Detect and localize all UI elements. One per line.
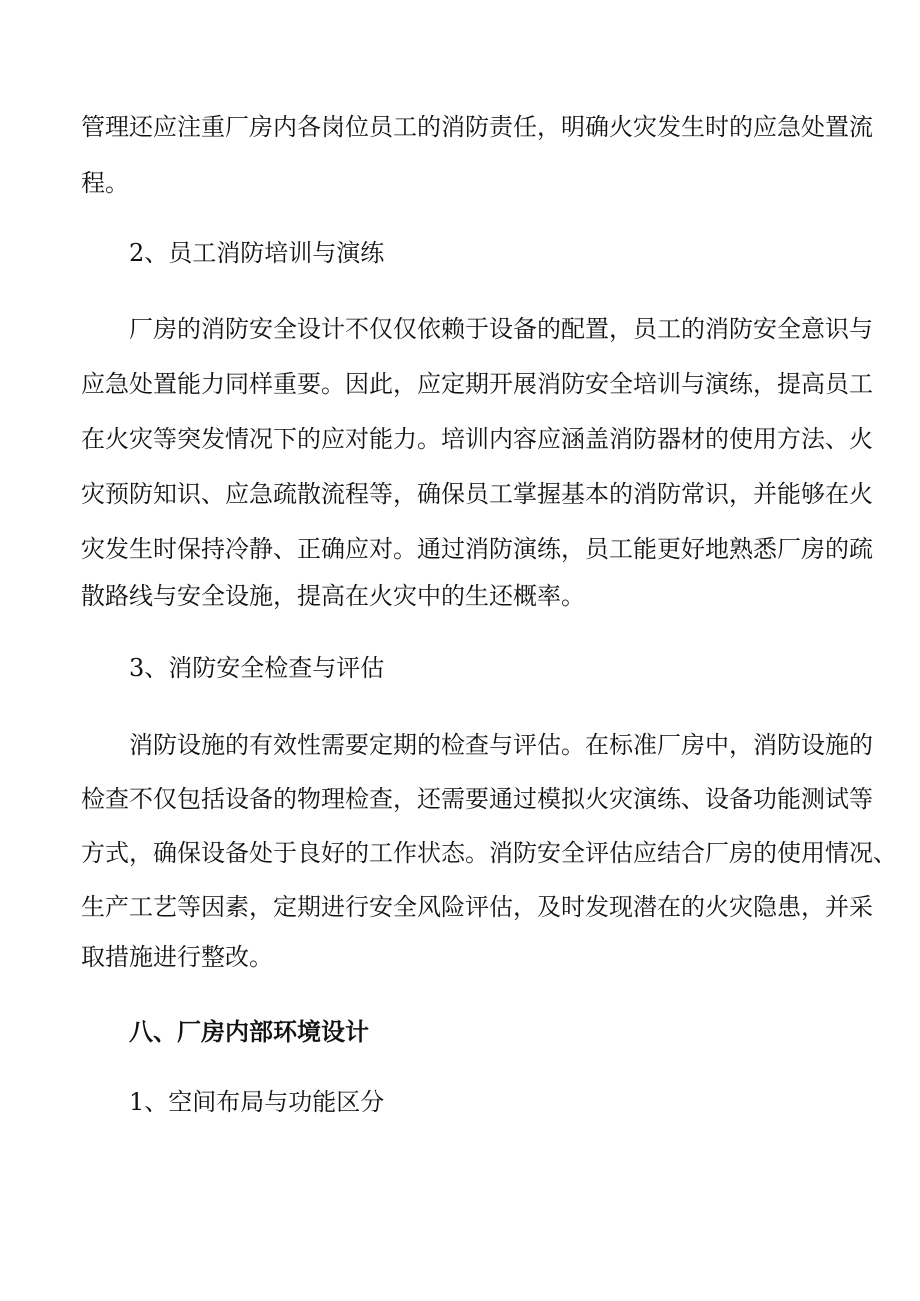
heading-space-layout: 1、空间布局与功能区分 — [129, 1088, 385, 1116]
paragraph-inspection-line-1: 消防设施的有效性需要定期的检查与评估。在标准厂房中，消防设施的 — [129, 731, 873, 759]
paragraph-training-line-3: 在火灾等突发情况下的应对能力。培训内容应涵盖消防器材的使用方法、火 — [81, 425, 873, 453]
paragraph-inspection-line-5: 取措施进行整改。 — [81, 943, 273, 971]
paragraph-intro-line-2: 程。 — [81, 169, 129, 197]
paragraph-training-line-5: 灾发生时保持冷静、正确应对。通过消防演练，员工能更好地熟悉厂房的疏 — [81, 535, 873, 563]
paragraph-training-line-2: 应急处置能力同样重要。因此，应定期开展消防安全培训与演练，提高员工 — [81, 370, 873, 398]
heading-employee-training: 2、员工消防培训与演练 — [129, 239, 385, 267]
paragraph-inspection-line-2: 检查不仅包括设备的物理检查，还需要通过模拟火灾演练、设备功能测试等 — [81, 785, 873, 813]
paragraph-training-line-4: 灾预防知识、应急疏散流程等，确保员工掌握基本的消防常识，并能够在火 — [81, 480, 873, 508]
paragraph-training-line-6: 散路线与安全设施，提高在火灾中的生还概率。 — [81, 582, 585, 610]
paragraph-training-line-1: 厂房的消防安全设计不仅仅依赖于设备的配置，员工的消防安全意识与 — [129, 315, 873, 343]
heading-fire-inspection: 3、消防安全检查与评估 — [129, 654, 385, 682]
paragraph-intro-line-1: 管理还应注重厂房内各岗位员工的消防责任，明确火灾发生时的应急处置流 — [81, 113, 873, 141]
section-title-interior-design: 八、厂房内部环境设计 — [129, 1017, 369, 1046]
paragraph-inspection-line-3: 方式，确保设备处于良好的工作状态。消防安全评估应结合厂房的使用情况、 — [81, 839, 897, 867]
paragraph-inspection-line-4: 生产工艺等因素，定期进行安全风险评估，及时发现潜在的火灾隐患，并采 — [81, 893, 873, 921]
